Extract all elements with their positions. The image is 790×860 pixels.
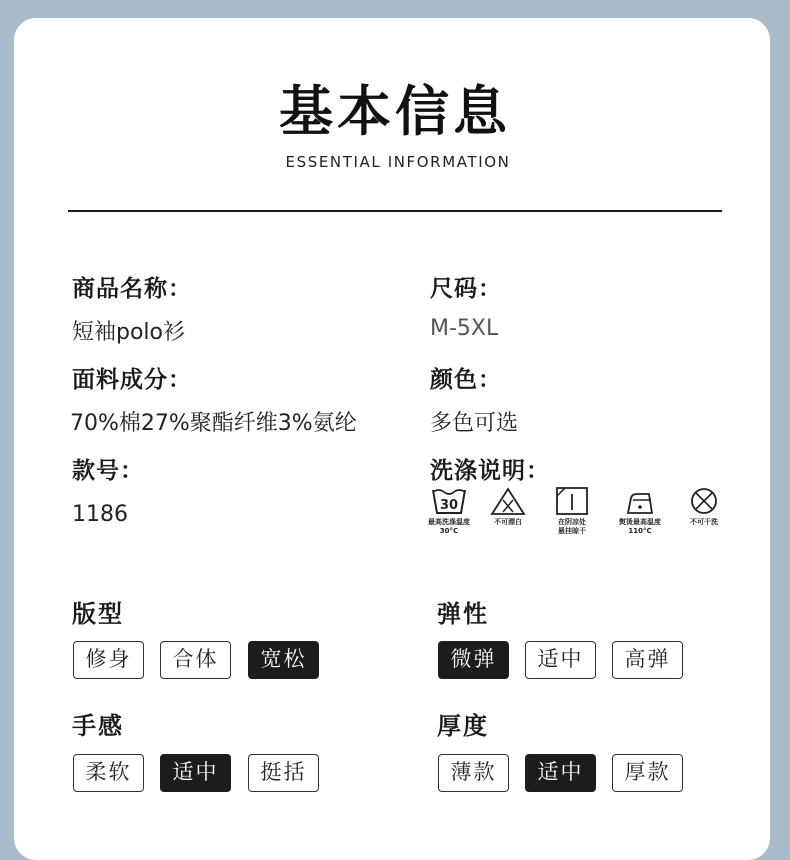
fit-option-loose[interactable]: 宽松 [248,641,319,679]
fit-option-regular[interactable]: 合体 [160,641,231,679]
fit-option-slim[interactable]: 修身 [73,641,144,679]
care-text-iron: 熨烫最高温度 110°C [619,518,661,535]
feel-title: 手感 [72,712,124,740]
feel-option-soft[interactable]: 柔软 [73,754,144,792]
info-card [14,18,770,860]
fabric-value: 70%棉27%聚酯纤维3%氨纶 [70,411,357,436]
thickness-option-thick[interactable]: 厚款 [612,754,683,792]
wash-label: 洗涤说明： [430,458,550,484]
color-label: 颜色： [430,367,502,393]
thickness-option-thin[interactable]: 薄款 [438,754,509,792]
page-title: 基本信息 [279,80,511,143]
no-dry-clean-icon [686,486,722,516]
size-value: M-5XL [430,316,499,341]
feel-option-crisp[interactable]: 挺括 [248,754,319,792]
care-no-bleach [477,486,539,527]
elasticity-option-medium[interactable]: 适中 [525,641,596,679]
elasticity-option-high[interactable]: 高弹 [612,641,683,679]
product-name-value: 短袖polo衫 [72,320,185,345]
title-divider [68,210,722,212]
line-dry-shade-icon [554,486,590,516]
wash-temp-number: 30 [439,498,459,513]
wash-30-icon [431,486,467,516]
size-label: 尺码： [430,276,502,302]
care-text-wash: 最高洗涤温度 30°C [428,518,470,535]
care-text-dryclean: 不可干洗 [690,518,718,526]
thickness-title: 厚度 [437,712,489,740]
care-line-dry [541,486,603,536]
elasticity-title: 弹性 [437,600,489,628]
fit-title: 版型 [72,600,124,628]
care-wash-30 [418,486,480,536]
iron-110-icon [622,486,658,516]
no-bleach-icon [490,486,526,516]
style-no-label: 款号： [72,458,144,484]
color-value: 多色可选 [430,411,519,436]
page-subtitle: ESSENTIAL INFORMATION [285,153,511,171]
product-name-label: 商品名称： [72,276,192,302]
care-text-bleach: 不可漂白 [494,518,522,526]
style-no-value: 1186 [72,502,128,527]
care-no-dry-clean [673,486,735,527]
feel-option-medium[interactable]: 适中 [160,754,231,792]
elasticity-option-slight[interactable]: 微弹 [438,641,509,679]
fabric-label: 面料成分： [72,367,192,393]
care-iron-110 [609,486,671,536]
thickness-option-medium[interactable]: 适中 [525,754,596,792]
care-text-dry: 在阴凉处 悬挂晾干 [558,518,586,535]
